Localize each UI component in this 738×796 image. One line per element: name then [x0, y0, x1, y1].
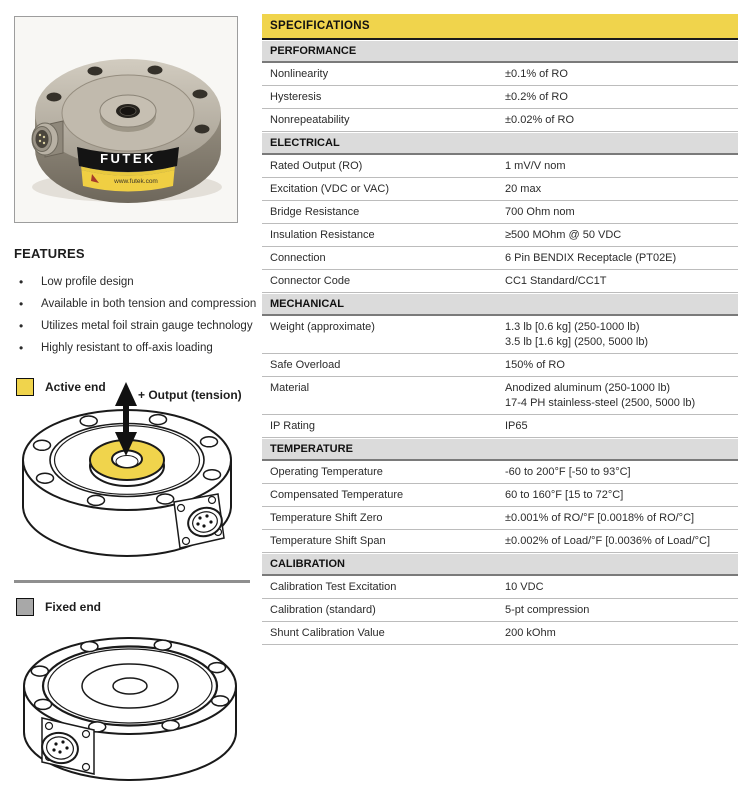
spec-value-line: -60 to 200°F [-50 to 93°C]	[505, 466, 631, 478]
spec-section-header: CALIBRATION	[262, 554, 738, 576]
spec-value	[505, 381, 738, 411]
spec-label: Temperature Shift Span	[270, 535, 386, 547]
spec-row	[262, 484, 738, 507]
features-list	[14, 271, 262, 359]
specifications-section	[262, 14, 738, 645]
load-cell-photo	[15, 17, 237, 222]
spec-label: Compensated Temperature	[270, 489, 404, 501]
spec-row	[262, 461, 738, 484]
spec-value-line: 3.5 lb [1.6 kg] (2500, 5000 lb)	[505, 336, 649, 348]
fixed-end-label: Fixed end	[45, 600, 102, 614]
spec-value-line: 1.3 lb [0.6 kg] (250-1000 lb)	[505, 321, 640, 333]
brand-logo-text: FUTEK	[100, 151, 156, 166]
spec-value	[505, 228, 738, 243]
spec-label: Material	[270, 382, 310, 394]
spec-label: Shunt Calibration Value	[270, 627, 385, 639]
center-hole	[113, 678, 147, 694]
bullet-icon: •	[19, 297, 24, 311]
spec-label: Excitation (VDC or VAC)	[270, 183, 389, 195]
section-divider	[14, 580, 250, 583]
spec-value-line: 5-pt compression	[505, 604, 590, 616]
spec-value	[505, 67, 738, 82]
spec-value	[505, 113, 738, 128]
spec-label: Insulation Resistance	[270, 229, 375, 241]
spec-row	[262, 415, 738, 438]
spec-value	[505, 465, 738, 480]
connector-drawing	[174, 494, 225, 548]
spec-value	[505, 90, 738, 105]
spec-value-line: 200 kOhm	[505, 627, 556, 639]
spec-row	[262, 155, 738, 178]
bullet-icon: •	[19, 341, 24, 355]
spec-value-line: IP65	[505, 420, 528, 432]
spec-value-line: 150% of RO	[505, 359, 565, 371]
spec-value-line: 17-4 PH stainless-steel (2500, 5000 lb)	[505, 397, 696, 409]
spec-row	[262, 507, 738, 530]
product-photo	[14, 16, 238, 223]
spec-label: IP Rating	[270, 420, 316, 432]
spec-value	[505, 626, 738, 641]
active-end-label: Active end	[45, 380, 106, 394]
spec-label: Nonrepeatability	[270, 114, 350, 126]
feature-item	[14, 337, 262, 359]
spec-row	[262, 63, 738, 86]
feature-text: Highly resistant to off-axis loading	[41, 342, 213, 354]
spec-label: Weight (approximate)	[270, 321, 375, 333]
spec-row	[262, 377, 738, 415]
spec-label: Safe Overload	[270, 359, 341, 371]
fixed-end-legend	[16, 598, 101, 616]
spec-value	[505, 419, 738, 434]
spec-value-line: ±0.2% of RO	[505, 91, 568, 103]
spec-value-line: ±0.1% of RO	[505, 68, 568, 80]
spec-value	[505, 534, 738, 549]
spec-value	[505, 274, 738, 289]
fixed-diagram	[8, 596, 258, 796]
spec-row	[262, 576, 738, 599]
load-cell-drawing-active	[8, 382, 256, 578]
spec-row	[262, 109, 738, 132]
feature-item	[14, 271, 262, 293]
spec-row	[262, 224, 738, 247]
spec-label: Hysteresis	[270, 91, 322, 103]
spec-value-line: 60 to 160°F [15 to 72°C]	[505, 489, 624, 501]
spec-section-header: MECHANICAL	[262, 294, 738, 316]
spec-section-header: TEMPERATURE	[262, 439, 738, 461]
tension-diagram	[8, 376, 258, 580]
spec-label: Calibration Test Excitation	[270, 581, 397, 593]
features-title: FEATURES	[14, 246, 85, 261]
spec-value	[505, 358, 738, 373]
spec-label: Connector Code	[270, 275, 351, 287]
spec-value	[505, 182, 738, 197]
spec-value	[505, 511, 738, 526]
spec-label: Connection	[270, 252, 326, 264]
spec-row	[262, 354, 738, 377]
spec-value	[505, 488, 738, 503]
spec-table	[262, 41, 738, 645]
spec-label: Rated Output (RO)	[270, 160, 363, 172]
spec-value-line: Anodized aluminum (250-1000 lb)	[505, 382, 671, 394]
spec-row	[262, 316, 738, 354]
specifications-title: SPECIFICATIONS	[262, 14, 738, 40]
bullet-icon: •	[19, 319, 24, 333]
spec-row	[262, 201, 738, 224]
spec-value-line: CC1 Standard/CC1T	[505, 275, 607, 287]
feature-item	[14, 315, 262, 337]
spec-label: Temperature Shift Zero	[270, 512, 383, 524]
spec-value	[505, 320, 738, 350]
spec-value-line: ±0.002% of Load/°F [0.0036% of Load/°C]	[505, 535, 711, 547]
bullet-icon: •	[19, 275, 24, 289]
spec-value-line: ±0.001% of RO/°F [0.0018% of RO/°C]	[505, 512, 695, 524]
spec-value-line: 700 Ohm nom	[505, 206, 575, 218]
output-tension-label: + Output (tension)	[138, 388, 242, 402]
spec-value	[505, 159, 738, 174]
spec-row	[262, 622, 738, 645]
feature-text: Available in both tension and compression	[41, 298, 257, 310]
center-hole-depth	[116, 456, 138, 468]
spec-row	[262, 599, 738, 622]
spec-row	[262, 86, 738, 109]
spec-value	[505, 603, 738, 618]
feature-text: Low profile design	[41, 276, 134, 288]
spec-value-line: 1 mV/V nom	[505, 160, 566, 172]
spec-value-line: 20 max	[505, 183, 542, 195]
load-cell-drawing-fixed	[8, 616, 256, 792]
label-url-text: www.futek.com	[114, 178, 158, 185]
feature-text: Utilizes metal foil strain gauge technology	[41, 320, 253, 332]
connector-socket	[36, 130, 49, 148]
fixed-end-swatch	[16, 598, 34, 616]
spec-row	[262, 270, 738, 293]
spec-value	[505, 205, 738, 220]
spec-value	[505, 580, 738, 595]
spec-label: Operating Temperature	[270, 466, 383, 478]
spec-label: Calibration (standard)	[270, 604, 376, 616]
spec-label: Nonlinearity	[270, 68, 329, 80]
spec-value-line: ±0.02% of RO	[505, 114, 575, 126]
feature-item	[14, 293, 262, 315]
spec-label: Bridge Resistance	[270, 206, 360, 218]
spec-value-line: 6 Pin BENDIX Receptacle (PT02E)	[505, 252, 677, 264]
features-section	[14, 246, 262, 359]
spec-row	[262, 530, 738, 553]
spec-row	[262, 178, 738, 201]
spec-value-line: ≥500 MOhm @ 50 VDC	[505, 229, 622, 241]
spec-value	[505, 251, 738, 266]
thread-detail	[120, 107, 136, 116]
spec-section-header: ELECTRICAL	[262, 133, 738, 155]
spec-value-line: 10 VDC	[505, 581, 544, 593]
spec-section-header: PERFORMANCE	[262, 41, 738, 63]
spec-row	[262, 247, 738, 270]
